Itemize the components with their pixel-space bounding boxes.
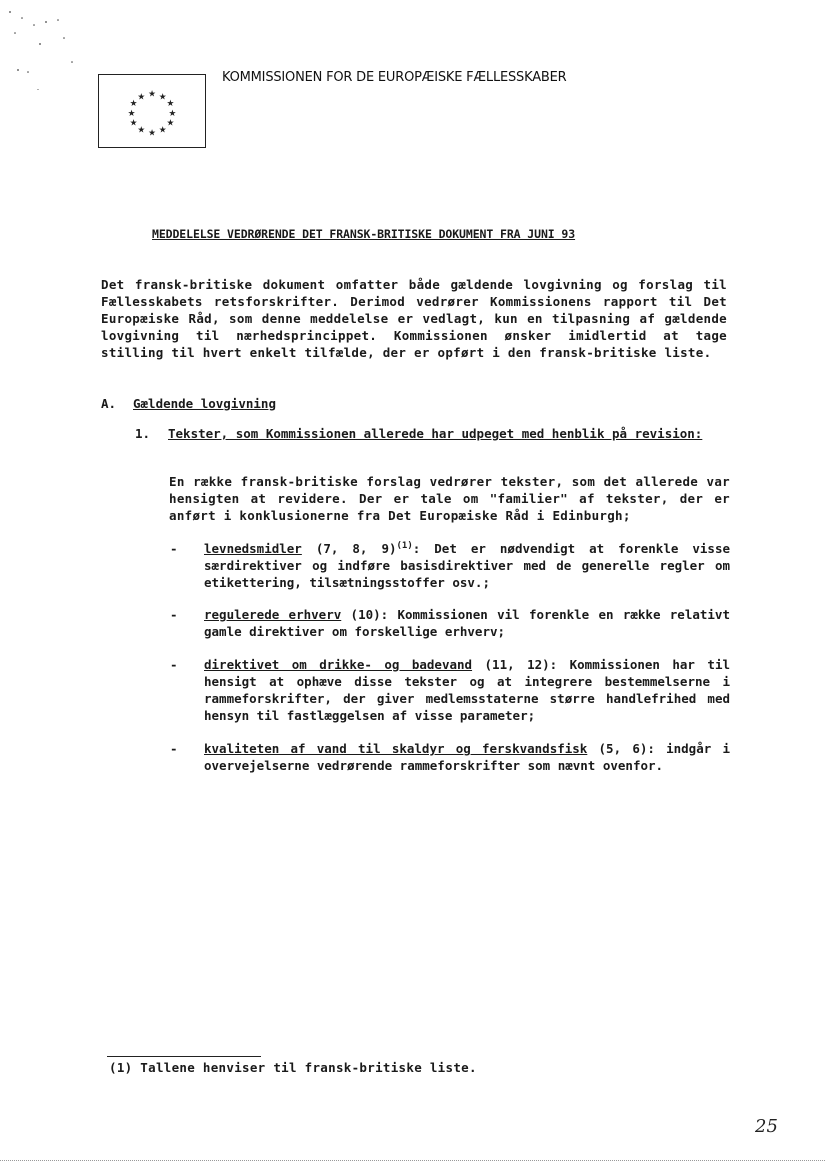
bullet-term: kvaliteten af vand til skaldyr og ferskvandsfisk xyxy=(204,741,588,756)
intro-paragraph: Det fransk-britiske dokument omfatter både gældende lovgivning og forslag til Fællesskabets retsforskrifter. Derimod vedrører Kommissionens rapport til Det Europæiske Råd, som denne meddelelse er vedlagt, kun en tilpasning af gældende lovgivning til nærhedsprincippet. Kommissionen ønsker imidlertid at tage stilling til hvert enkelt tilfælde, der er opført i den fransk-britiske liste. xyxy=(101,277,727,360)
footnote-divider xyxy=(107,1056,261,1057)
section-a-label: A. xyxy=(101,396,117,411)
item-1-title: Tekster, som Kommissionen allerede har udpeget med henblik på revision: xyxy=(168,426,703,441)
bullet-text xyxy=(204,540,730,591)
svg-text:★: ★ xyxy=(158,92,167,103)
scan-specks xyxy=(0,0,90,90)
section-a-heading xyxy=(101,396,276,411)
bullet-term: regulerede erhverv xyxy=(204,607,342,622)
svg-text:★: ★ xyxy=(129,118,138,129)
item-1-intro: En række fransk-britiske forslag vedrører tekster, som det allerede var hensigten at revidere. Der er tale om "familier" af tekster, der er anført i konklusionerne fra Det Europæiske Råd i Edinburgh; xyxy=(169,474,730,523)
bullet-dash: - xyxy=(170,741,178,756)
organization-name: KOMMISSIONEN FOR DE EUROPÆISKE FÆLLESSKABER xyxy=(222,70,567,85)
bullet-term: direktivet om drikke- og badevand xyxy=(204,657,473,672)
handwritten-page-number: 25 xyxy=(755,1116,778,1137)
bullet-dash: - xyxy=(170,541,178,556)
svg-text:★: ★ xyxy=(148,128,156,139)
footnote-text: (1) Tallene henviser til fransk-britiske liste. xyxy=(109,1060,477,1075)
bullet-rest: (11, 12): Kommissionen har til hensigt at ophæve disse tekster og at integrere bestemmelserne i rammeforskrifter, der giver medlemsstaterne større handlefrihed med hensyn til fastlæggelsen af visse parameter; xyxy=(204,657,730,723)
bullet-text xyxy=(204,740,730,774)
eu-emblem-box xyxy=(98,74,206,148)
svg-text:★: ★ xyxy=(148,89,156,100)
document-title: MEDDELELSE VEDRØRENDE DET FRANSK-BRITISKE DOKUMENT FRA JUNI 93 xyxy=(152,227,576,241)
bullet-rest: : Det er nødvendigt at forenkle visse særdirektiver og indføre basisdirektiver med de generelle regler om etikettering, tilsætningsstoffer osv.; xyxy=(204,541,730,590)
bullet-refs: (7, 8, 9) xyxy=(301,541,397,556)
section-a-title: Gældende lovgivning xyxy=(133,396,276,411)
svg-text:★: ★ xyxy=(127,108,136,119)
svg-text:★: ★ xyxy=(137,125,146,136)
footnote-mark: (1) xyxy=(396,541,413,551)
bullet-text xyxy=(204,606,730,640)
bullet-dash: - xyxy=(170,657,178,672)
item-1-number: 1. xyxy=(135,426,151,441)
bullet-term: levnedsmidler xyxy=(204,541,302,556)
svg-text:★: ★ xyxy=(166,118,175,129)
bullet-dash: - xyxy=(170,607,178,622)
svg-text:★: ★ xyxy=(158,125,167,136)
svg-text:★: ★ xyxy=(137,92,146,103)
bullet-rest: (5, 6): indgår i overvejelserne vedrørende rammeforskrifter som nævnt ovenfor. xyxy=(204,741,730,773)
eu-stars-icon xyxy=(99,75,205,147)
bullet-rest: (10): Kommissionen vil forenkle en række relativt gamle direktiver om forskellige erhverv; xyxy=(204,607,730,639)
svg-text:★: ★ xyxy=(168,108,177,119)
svg-text:★: ★ xyxy=(129,99,138,110)
scan-edge-line xyxy=(0,1160,825,1161)
bullet-text xyxy=(204,656,730,724)
svg-text:★: ★ xyxy=(166,99,175,110)
